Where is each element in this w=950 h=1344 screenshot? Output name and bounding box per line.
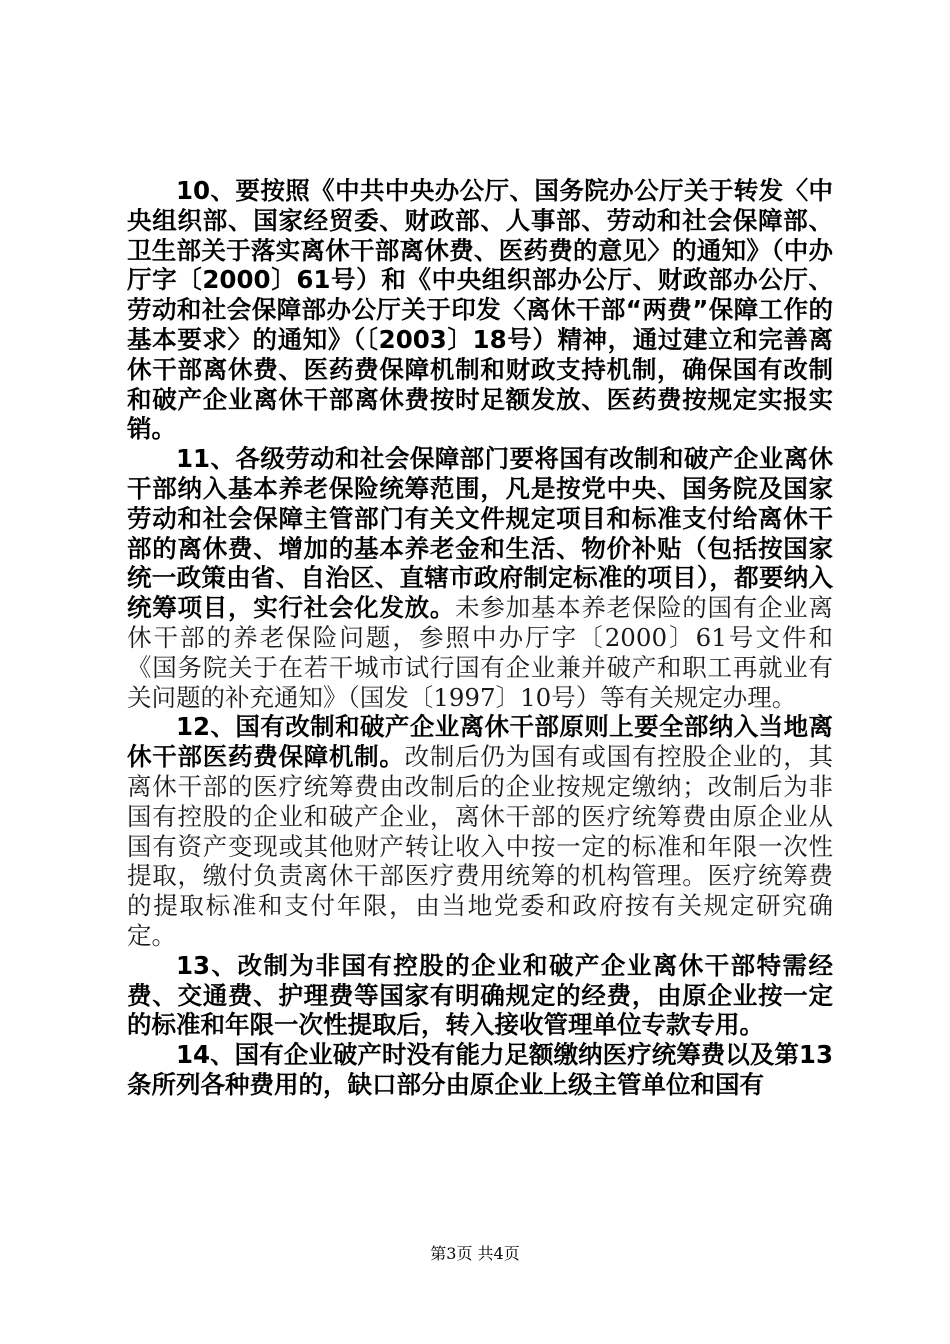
- paragraph-11-regular-text: 未参加基本养老保险的国有企业离休干部的养老保险问题，参照中办厅字〔2000〕61号文件和《国务院关于在若干城市试行国有企业兼并破产和职工再就业有关问题的补充通知》（国发〔1997〕10号）等有关规定办理。: [127, 593, 834, 712]
- page-footer: [0, 1244, 950, 1264]
- paragraph-11: [127, 444, 833, 712]
- paragraph-10: [127, 176, 833, 444]
- paragraph-14: [127, 1040, 833, 1100]
- paragraph-14-text: 14、国有企业破产时没有能力足额缴纳医疗统筹费以及第13条所列各种费用的，缺口部分由原企业上级主管单位和国有: [127, 1040, 833, 1099]
- paragraph-12-bold-text: 12、国有改制和破产企业离休干部原则上要全部纳入当地离休干部医药费保障机制。: [127, 712, 833, 772]
- paragraph-13-text: 13、改制为非国有控股的企业和破产企业离休干部特需经费、交通费、护理费等国家有明确规定的经费，由原企业按一定的标准和年限一次性提取后，转入接收管理单位专款专用。: [127, 950, 833, 1040]
- page-number-label: 第3页 共4页: [430, 1244, 520, 1263]
- document-body: [127, 176, 833, 1100]
- paragraph-11-bold-text: 11、各级劳动和社会保障部门要将国有改制和破产企业离休干部纳入基本养老保险统筹范围，凡是按党中央、国务院及国家劳动和社会保障主管部门有关文件规定项目和标准支付给离休干部的离休费、增加的基本养老金和生活、物价补贴（包括按国家统一政策由省、自治区、直辖市政府制定标准的项目），都要纳入统筹项目，实行社会化发放。: [127, 444, 833, 623]
- paragraph-13: [127, 951, 833, 1040]
- paragraph-10-text: 10、要按照《中共中央办公厅、国务院办公厅关于转发〈中央组织部、国家经贸委、财政部、人事部、劳动和社会保障部、卫生部关于落实离休干部离休费、医药费的意见〉的通知》（中办厅字〔2000〕61号）和《中央组织部办公厅、财政部办公厅、劳动和社会保障部办公厅关于印发〈离休干部“两费”保障工作的基本要求〉的通知》（〔2003〕18号）精神，通过建立和完善离休干部离休费、医药费保障机制和财政支持机制，确保国有改制和破产企业离休干部离休费按时足额发放、医药费按规定实报实销。: [127, 176, 833, 444]
- paragraph-12-regular-text: 改制后仍为国有或国有控股企业的，其离休干部的医疗统筹费由改制后的企业按规定缴纳；改制后为非国有控股的企业和破产企业，离休干部的医疗统筹费由原企业从国有资产变现或其他财产转让收入中按一定的标准和年限一次性提取，缴付负责离休干部医疗费用统筹的机构管理。医疗统筹费的提取标准和支付年限，由当地党委和政府按有关规定研究确定。: [127, 742, 834, 950]
- paragraph-12: [127, 712, 833, 950]
